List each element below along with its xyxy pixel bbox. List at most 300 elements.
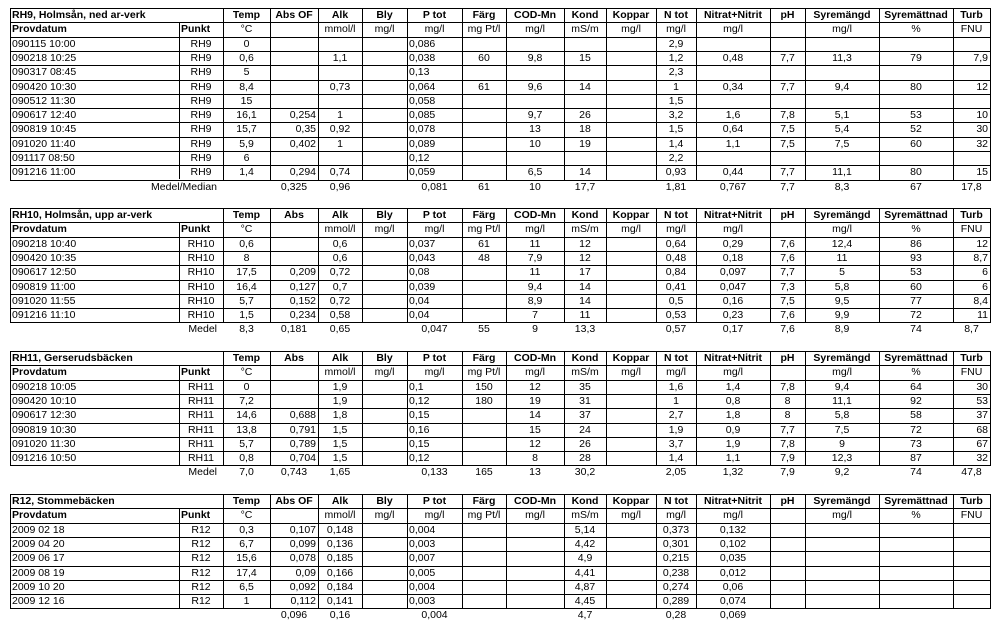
table-cell: 11,3 [832,51,852,64]
table-cell: 10 [976,109,988,122]
column-header: Färg [472,352,496,364]
grid-line [10,251,991,252]
table-cell: 77 [910,294,922,307]
grid-line [606,494,607,608]
grid-line [223,494,224,608]
table-cell: 7 [532,309,538,322]
grid-line [606,208,607,322]
table-cell: 7,5 [780,137,795,150]
table-cell: 11 [529,266,541,279]
table-cell: RH10 [187,251,215,264]
table-cell: 52 [910,123,922,136]
table-cell: 61 [478,80,490,93]
table-cell: 0,127 [289,280,316,293]
summary-value: 0,57 [665,323,687,336]
grid-line [606,351,607,465]
table-cell: 1 [337,137,343,150]
table-cell: 0,107 [289,523,316,536]
unit-label: mmol/l [324,223,356,236]
table-cell: 7,6 [780,237,795,250]
table-cell: 60 [910,137,922,150]
table-cell: 7,7 [780,80,795,93]
table-cell: 0,005 [409,566,436,579]
unit-label: % [911,23,921,36]
table-cell: RH9 [190,123,212,136]
table-cell: 0,102 [719,537,747,550]
unit-label: mg/l [621,223,641,236]
unit-label: mg/l [424,23,445,36]
table-cell: 0,132 [719,523,747,536]
summary-value: 1,65 [329,466,351,479]
table-cell: RH9 [190,94,212,107]
unit-label: mg/l [525,509,545,522]
table-cell: 7,7 [780,166,795,179]
table-cell: RH9 [190,109,212,122]
table-cell: 0,18 [722,251,744,264]
summary-value: 13 [529,466,541,479]
grid-line [879,8,880,180]
sample-date: 090617 12:30 [12,409,77,422]
table-cell: 14 [579,166,591,179]
table-cell: 1,2 [668,51,684,64]
grid-line [10,494,11,608]
table-cell: 1,1 [332,51,348,64]
summary-value: 1,81 [665,180,687,193]
column-header: Nitrat+Nitrit [703,209,763,221]
table-cell: 0,039 [409,280,436,293]
summary-value: 8,7 [964,323,979,336]
table-cell: 1,6 [668,380,684,393]
table-cell: 37 [579,409,591,422]
table-cell: 7,5 [780,123,795,136]
grid-line [10,8,11,180]
table-cell: 7,5 [834,137,850,150]
table-cell: 0,254 [289,109,316,122]
table-cell: 1 [337,109,343,122]
table-cell: 9,4 [527,280,543,293]
grid-line [407,208,408,322]
column-header: N tot [664,9,688,21]
sample-date: 090819 10:45 [12,123,77,136]
summary-value: 61 [478,180,490,193]
column-header: Bly [376,209,393,221]
grid-line [10,380,991,381]
table-cell: 0,74 [329,166,351,179]
sample-date: 090420 10:10 [12,394,77,407]
column-header: Nitrat+Nitrit [703,352,763,364]
table-cell: 9,5 [834,294,850,307]
table-cell: 0,84 [665,266,687,279]
summary-value: 1,32 [722,466,744,479]
unit-label: FNU [960,223,983,236]
column-header: Kond [571,352,599,364]
table-cell: 0,8 [725,394,741,407]
grid-line [10,37,991,38]
grid-line [270,208,271,322]
summary-value: 0,325 [280,180,308,193]
table-cell: 9,9 [834,309,850,322]
table-cell: 5,7 [239,294,254,307]
table-cell: 0,5 [668,294,684,307]
table-cell: 0,29 [722,237,744,250]
grid-line [270,351,271,465]
sample-date: 2009 06 17 [12,552,65,565]
grid-line [10,180,991,181]
table-cell: 8,9 [527,294,543,307]
table-cell: 8,4 [973,294,988,307]
table-cell: 1,5 [668,94,684,107]
grid-line [10,523,991,524]
table-cell: 0,6 [239,237,254,250]
grid-line [953,494,954,608]
unit-label: mS/m [571,366,599,379]
grid-line [318,8,319,180]
table-cell: 0,078 [289,552,316,565]
table-cell: 0,704 [289,452,316,465]
table-cell: 2,3 [668,66,684,79]
sample-date: 090218 10:25 [12,51,77,64]
unit-label: mg/l [723,366,743,379]
grid-line [179,365,180,465]
summary-label: Medel/Median [151,180,217,193]
sample-date: 090218 10:05 [12,380,77,393]
table-cell: 0,04 [409,309,430,322]
table-cell: 8,7 [973,251,988,264]
sample-date: 090317 08:45 [12,66,77,79]
table-cell: 0,047 [719,280,747,293]
grid-line [879,351,880,465]
table-cell: 0,294 [289,166,316,179]
grid-line [10,222,991,223]
table-cell: 48 [478,251,490,264]
table-cell: 0,06 [722,580,744,593]
table-cell: 0,078 [409,123,436,136]
table-cell: 1,1 [725,452,741,465]
table-cell: 19 [529,394,541,407]
grid-line [362,8,363,180]
grid-line [10,437,991,438]
column-header: Alk [331,9,349,21]
table-cell: 6,5 [527,166,543,179]
table-cell: 32 [976,452,988,465]
table-cell: 7,5 [780,294,795,307]
grid-line [10,80,991,81]
grid-line [953,8,954,180]
table-cell: 5,4 [834,123,850,136]
table-cell: 7,6 [780,309,795,322]
unit-label: mg/l [832,366,852,379]
grid-line [223,8,224,180]
column-header: pH [780,9,795,21]
table-cell: 0,48 [722,51,744,64]
summary-value: 0,65 [329,323,351,336]
unit-label: mg/l [723,509,743,522]
column-header: P tot [422,352,447,364]
table-cell: 0,64 [665,237,687,250]
table-cell: 0,12 [409,394,430,407]
table-cell: 12 [579,251,591,264]
summary-value: 13,3 [574,323,596,336]
table-cell: RH10 [187,237,215,250]
unit-label: mg Pt/l [467,366,501,379]
sample-date: 091117 08:50 [12,152,75,164]
summary-value: 0,181 [280,323,308,336]
summary-value: 7,0 [239,466,254,479]
column-header: Provdatum [12,223,67,236]
table-cell: 24 [579,423,591,436]
grid-line [656,494,657,608]
unit-label: mg/l [666,23,686,36]
unit-label: mg/l [374,223,395,236]
table-cell: 1,8 [725,409,741,422]
unit-label: mg Pt/l [467,223,501,236]
grid-line [10,108,991,109]
column-header: Abs [284,352,304,364]
unit-label: mg/l [424,223,445,236]
unit-label: °C [240,23,253,36]
table-cell: 0,003 [409,595,436,608]
grid-line [696,494,697,608]
section-title: R12, Stommebäcken [12,495,115,507]
grid-line [805,208,806,322]
table-cell: 0,688 [289,409,316,422]
summary-value: 7,6 [780,323,795,336]
table-cell: 92 [910,394,922,407]
table-cell: 11 [977,309,988,322]
table-cell: 1,5 [332,452,348,465]
summary-value: 0,767 [719,180,747,193]
summary-value: 74 [910,466,922,479]
table-cell: 0,215 [662,552,690,565]
table-cell: 0,7 [332,280,348,293]
section-title: RH10, Holmsån, upp ar-verk [12,209,153,221]
summary-value: 74 [910,323,922,336]
table-cell: 9,4 [834,80,850,93]
unit-label: mS/m [571,23,599,36]
grid-line [10,580,991,581]
table-cell: 0,41 [665,280,687,293]
column-header: Provdatum [12,23,67,36]
grid-line [10,351,991,352]
table-cell: R12 [191,523,211,536]
grid-line [10,22,991,23]
sample-date: 2009 08 19 [12,566,65,579]
sample-date: 091020 11:30 [12,437,76,450]
column-header: COD-Mn [514,495,556,507]
column-header: Temp [232,9,261,21]
unit-label: mg/l [424,509,445,522]
table-cell: 11 [579,309,591,322]
grid-line [696,208,697,322]
table-cell: 0,136 [326,537,354,550]
sample-date: 091216 10:50 [12,452,77,465]
unit-label: mg/l [723,23,743,36]
table-cell: 31 [579,394,591,407]
column-header: Abs OF [275,495,313,507]
table-cell: R12 [191,580,211,593]
table-cell: 14,6 [236,409,257,422]
grid-line [318,208,319,322]
table-cell: 61 [478,237,490,250]
table-cell: 0,099 [289,537,316,550]
summary-value: 0,16 [329,609,351,622]
table-cell: 6,7 [239,537,254,550]
grid-line [10,208,11,322]
table-cell: 1,9 [332,394,348,407]
summary-value: 4,7 [577,609,593,622]
sample-date: 2009 04 20 [12,537,65,550]
table-cell: 0,64 [722,123,744,136]
table-cell: 1 [243,595,250,608]
unit-label: mmol/l [324,23,356,36]
table-cell: 0,09 [295,566,316,579]
grid-line [10,280,991,281]
table-cell: RH9 [190,152,212,164]
table-cell: 72 [910,309,922,322]
unit-label: mg/l [621,366,641,379]
table-cell: 13 [529,123,541,136]
table-cell: 53 [910,109,922,122]
summary-value: 7,7 [780,180,795,193]
table-cell: RH11 [187,423,215,436]
grid-line [362,351,363,465]
table-cell: R12 [191,566,211,579]
table-cell: 5,9 [239,137,254,150]
table-cell: RH9 [190,166,212,179]
table-cell: 7,5 [834,423,850,436]
column-header: Turb [960,9,983,21]
grid-line [10,451,991,452]
table-cell: 0,007 [409,552,436,565]
table-cell: 7,3 [780,280,795,293]
table-cell: RH9 [190,51,212,64]
grid-line [10,51,991,52]
table-cell: 0,064 [409,80,436,93]
grid-line [10,508,991,509]
summary-value: 47,8 [961,466,982,479]
table-cell: 53 [976,394,988,407]
table-cell: 10 [529,137,541,150]
grid-line [318,494,319,608]
table-cell: 15 [529,423,541,436]
unit-label: mg/l [666,509,686,522]
table-cell: 8 [243,251,250,264]
table-cell: RH9 [190,66,212,79]
table-cell: 8 [784,409,791,422]
unit-label: mmol/l [324,509,356,522]
table-cell: 93 [910,251,922,264]
table-cell: 1,9 [725,437,741,450]
unit-label: °C [240,366,253,379]
column-header: Punkt [181,223,211,236]
unit-label: mg/l [832,23,852,36]
column-header: N tot [664,209,688,221]
table-cell: 87 [910,452,922,465]
table-cell: 5,8 [834,280,850,293]
summary-value: 0,133 [421,466,448,479]
table-cell: 0,6 [332,251,348,264]
table-cell: 5,14 [574,523,596,536]
grid-line [805,351,806,465]
sample-date: 090617 12:50 [12,266,77,279]
grid-line [10,237,991,238]
table-cell: 14 [579,80,591,93]
table-cell: 0,34 [722,80,744,93]
grid-line [953,351,954,465]
table-cell: R12 [191,537,211,550]
table-cell: 7,7 [780,423,795,436]
column-header: Punkt [181,366,211,379]
grid-line [696,8,697,180]
table-cell: 60 [478,51,490,64]
table-cell: 0,148 [326,523,354,536]
table-cell: 30 [976,123,988,136]
grid-line [10,394,991,395]
table-cell: 3,2 [668,109,684,122]
column-header: Bly [376,495,393,507]
table-cell: 0,53 [665,309,687,322]
table-cell: 30 [976,380,988,393]
grid-line [179,222,180,322]
sample-date: 091020 11:40 [12,137,76,150]
table-cell: 12 [976,80,988,93]
table-cell: 86 [910,237,922,250]
column-header: Alk [331,352,349,364]
column-header: COD-Mn [514,9,556,21]
unit-label: mg/l [832,509,852,522]
summary-value: 8,3 [834,180,850,193]
table-cell: 28 [579,452,591,465]
grid-line [407,351,408,465]
table-cell: 1,4 [668,452,684,465]
column-header: Kond [571,495,599,507]
table-cell: 60 [910,280,922,293]
grid-line [10,494,991,495]
summary-value: 17,7 [574,180,596,193]
table-cell: 17,4 [236,566,257,579]
grid-line [270,494,271,608]
table-cell: 7,9 [527,251,543,264]
table-cell: 7,6 [780,251,795,264]
grid-line [990,8,991,180]
summary-value: 0,96 [329,180,351,193]
grid-line [656,351,657,465]
table-cell: 0,074 [719,595,747,608]
table-cell: 0,92 [329,123,351,136]
table-cell: 11 [836,251,848,264]
column-header: Provdatum [12,509,67,522]
unit-label: mg/l [832,223,852,236]
table-cell: 14 [579,294,591,307]
table-cell: 4,41 [574,566,596,579]
sample-date: 2009 10 20 [12,580,65,593]
table-cell: 7,7 [780,51,795,64]
table-cell: 0,3 [239,523,254,536]
table-cell: 12,4 [831,237,853,250]
table-cell: 0,289 [662,595,690,608]
column-header: Nitrat+Nitrit [703,495,763,507]
table-cell: 1,5 [668,123,684,136]
table-cell: 12 [579,237,591,250]
table-cell: 1 [673,80,679,93]
table-cell: 8 [784,394,791,407]
column-header: Syremättnad [884,209,948,221]
column-header: Syremängd [813,352,871,364]
grid-line [564,8,565,180]
table-cell: 0,6 [332,237,348,250]
column-header: Koppar [612,9,650,21]
table-cell: 0,038 [409,51,436,64]
